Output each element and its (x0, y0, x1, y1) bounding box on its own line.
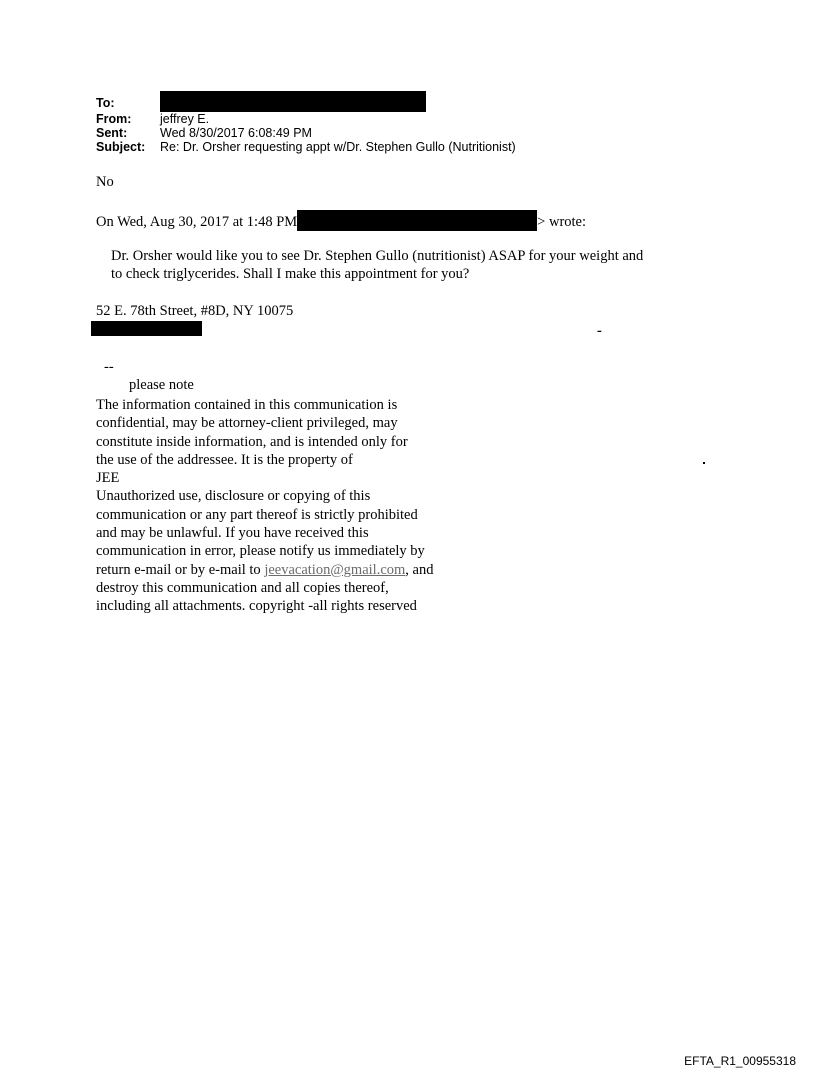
disclaimer-line: destroy this communication and all copies thereof, (96, 579, 389, 596)
disclaimer-line: confidential, may be attorney-client privileged, may (96, 415, 398, 432)
dash-mark: - (597, 323, 602, 339)
email-link[interactable]: jeevacation@gmail.com (264, 561, 406, 578)
to-label: To: (96, 96, 115, 110)
document-id: EFTA_R1_00955318 (684, 1054, 796, 1068)
from-value: jeffrey E. (160, 112, 210, 126)
from-label: From: (96, 112, 132, 126)
quote-intro-prefix: On Wed, Aug 30, 2017 at 1:48 PM (96, 214, 298, 230)
disclaimer-email-line (96, 561, 433, 579)
disclaimer-line: Unauthorized use, disclosure or copying of this (96, 488, 371, 505)
disclaimer-line: constitute inside information, and is intended only for (96, 433, 408, 450)
stray-dot (703, 462, 705, 464)
quoted-line: to check triglycerides. Shall I make this appointment for you? (111, 266, 470, 283)
disclaimer-line: communication or any part thereof is strictly prohibited (96, 506, 418, 523)
disclaimer-line: communication in error, please notify us immediately by (96, 543, 425, 560)
quoted-message (111, 247, 643, 284)
subject-label: Subject: (96, 140, 146, 154)
email-line-suffix: , and (405, 561, 434, 578)
disclaimer-line: The information contained in this communication is (96, 397, 398, 413)
sent-value: Wed 8/30/2017 6:08:49 PM (160, 126, 312, 140)
redacted-sender (297, 210, 537, 231)
subject-row (96, 140, 516, 154)
disclaimer-line: JEE (96, 470, 120, 487)
disclaimer-line: the use of the addressee. It is the property of (96, 451, 353, 468)
quote-intro (96, 210, 586, 231)
quote-intro-suffix: > wrote: (537, 214, 587, 230)
address-line: 52 E. 78th Street, #8D, NY 10075 (96, 303, 294, 319)
disclaimer (96, 396, 433, 616)
reply-text: No (96, 174, 114, 190)
disclaimer-line: including all attachments. copyright -all rights reserved (96, 598, 417, 615)
disclaimer-line: and may be unlawful. If you have received this (96, 525, 369, 542)
redacted-recipient (160, 91, 426, 112)
signature-note: please note (129, 377, 194, 393)
subject-value: Re: Dr. Orsher requesting appt w/Dr. Stephen Gullo (Nutritionist) (160, 140, 516, 154)
signature-separator: -- (104, 359, 114, 375)
quoted-line: Dr. Orsher would like you to see Dr. Stephen Gullo (nutritionist) ASAP for your weight and (111, 248, 644, 264)
from-row (96, 112, 516, 126)
email-line-prefix: return e-mail or by e-mail to (96, 561, 265, 578)
sent-label: Sent: (96, 126, 128, 140)
to-row (96, 96, 516, 112)
email-header (96, 96, 516, 154)
redacted-block (91, 321, 202, 336)
sent-row (96, 126, 516, 140)
